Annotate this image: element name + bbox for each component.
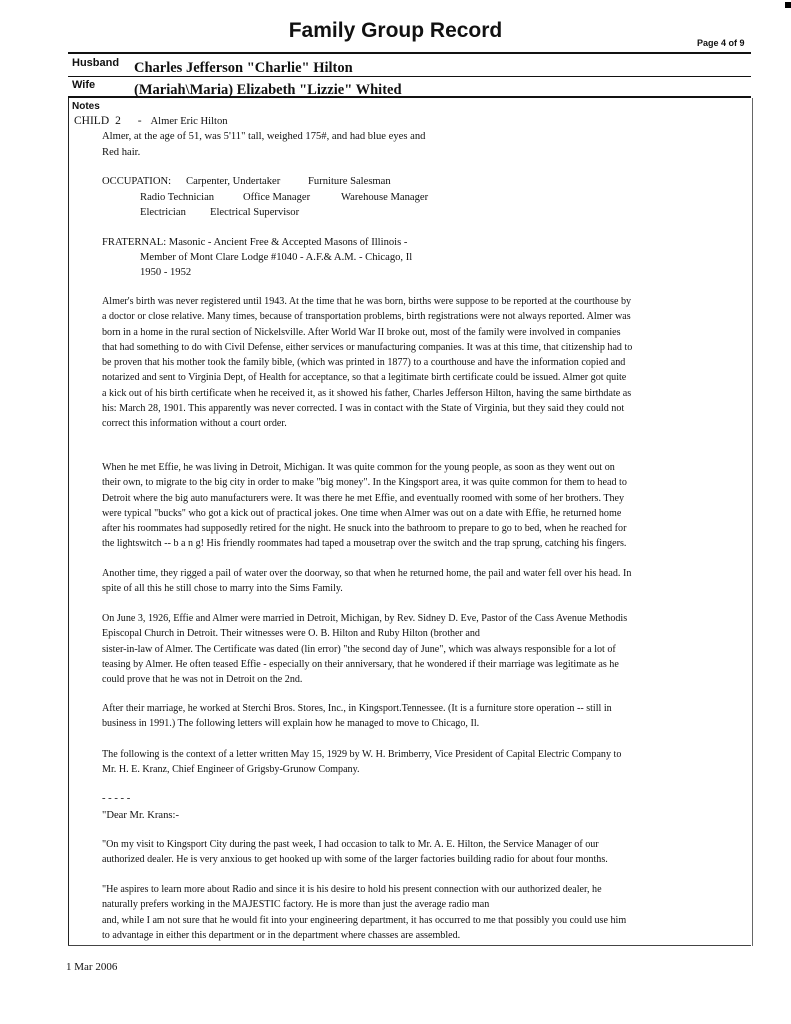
occupation-item: Carpenter, Undertaker — [186, 176, 281, 187]
paragraph-line: could prove that he was not in Detroit on the 2nd. — [102, 674, 303, 686]
paragraph-line: the lightswitch -- b a n g! His friendly roommates had taped a mousetrap over the switch and the trap sprung, catching his fingers. — [102, 538, 627, 550]
occupation-item: Electrical Supervisor — [210, 207, 300, 218]
paragraph-line: be proven that his mother took the family bible, (which was printed in 1877) to a courthouse and have the information copied and — [102, 357, 626, 369]
paragraph-line: were typical "bucks" who got a kick out of practical jokes. One time when Almer was out on a date with Effie, he returned home — [102, 507, 622, 519]
letter-separator: - - - - - — [102, 793, 131, 804]
paragraph-line: spite of all this he still chose to marry into the Sims Family. — [102, 583, 343, 595]
paragraph-line: correct this information without a court order. — [102, 418, 287, 430]
paragraph-line: their own, to migrate to the big city in order to make "big money". In the Kingsport area, it was quite common for them to head to — [102, 477, 627, 489]
paragraph-line: a doctor or close relative. Many times, because of transportation problems, birth registrations were not always reported. Almer was — [102, 311, 631, 323]
description-line: Almer, at the age of 51, was 5'11" tall, weighed 175#, and had blue eyes and — [102, 131, 426, 142]
wife-name: (Mariah\Maria) Elizabeth "Lizzie" Whited — [134, 82, 402, 98]
page-number: Page 4 of 9 — [697, 38, 745, 48]
occupation-item: Radio Technician — [140, 192, 215, 203]
paragraph-line: Almer's birth was never registered until 1943. At the time that he was born, births were suppose to be reported at the courthouse by — [102, 296, 632, 307]
paragraph-line: "He aspires to learn more about Radio and since it is his desire to hold his present connection with our authorized dealer, he — [102, 884, 602, 895]
paragraph-line: Mr. H. E. Kranz, Chief Engineer of Grigsby-Grunow Company. — [102, 764, 360, 776]
paragraph-line: Episcopal Church in Detroit. Their witnesses were O. B. Hilton and Ruby Hilton (brother and — [102, 628, 480, 640]
page-title: Family Group Record — [288, 19, 503, 42]
pail-paragraph — [102, 566, 631, 597]
notes-label: Notes — [72, 101, 100, 112]
aspires-paragraph — [102, 882, 626, 943]
description-line: Red hair. — [102, 147, 141, 158]
marriage-paragraph — [102, 611, 627, 687]
child-heading — [74, 115, 234, 127]
paragraph-line: On June 3, 1926, Effie and Almer were married in Detroit, Michigan, by Rev. Sidney D. Eve, Pastor of the Cass Avenue Methodis — [102, 613, 628, 624]
paragraph-line: that had something to do with Civil Defense, either services or manufacturing companies. It was at this time, that citizenship had to — [102, 341, 633, 353]
paragraph-line: After their marriage, he worked at Sterchi Bros. Stores, Inc., in Kingsport.Tennessee. (It is a furniture store operation -- still in — [102, 703, 612, 714]
paragraph-line: sister-in-law of Almer. The Certificate was dated (lin error) "the second day of June", which was always responsible for a lot of — [102, 643, 616, 655]
paragraph-line: The following is the context of a letter written May 15, 1929 by W. H. Brimberry, Vice President of Capital Electric Company to — [102, 749, 622, 760]
effie-paragraph — [102, 460, 627, 552]
sterchi-paragraph — [102, 701, 612, 732]
occupation-item: Warehouse Manager — [341, 192, 429, 203]
paragraph-line: Another time, they rigged a pail of water over the doorway, so that when he returned home, the pail and water fell over his head. In — [102, 568, 632, 579]
occupation-item: Office Manager — [243, 192, 311, 203]
wife-label: Wife — [72, 79, 96, 91]
child-label: CHILD — [74, 115, 110, 127]
paragraph-line: a kick out of his birth certificate when he received it, as it showed his father, Charles Jefferson Hilton, having the same birthdate as — [102, 387, 632, 399]
paragraph-line: after his roommates had supposedly retired for the night. He snuck into the bathroom to prepare to go to bed, when he reached for — [102, 523, 627, 535]
paragraph-line: and, while I am not sure that he would fit into your engineering department, it has occurred to me that possibly you could use him — [102, 914, 627, 926]
header-rule — [68, 52, 751, 54]
paragraph-line: naturally prefers working in the MAJESTIC factory. He is more than just the average radio man — [102, 899, 490, 911]
context-paragraph — [102, 747, 621, 778]
paragraph-line: teasing by Almer. He often teased Effie - especially on their anniversary, that he wondered if their marriage was legitimate as he — [102, 658, 619, 670]
occupation-item: Furniture Salesman — [308, 176, 391, 187]
husband-name: Charles Jefferson "Charlie" Hilton — [134, 60, 353, 76]
paragraph-line: his: March 28, 1901. This apparently was never corrected. I was in contact with the State of Virginia, but they said they could not — [102, 403, 625, 415]
paragraph-line: authorized dealer. He is very anxious to get hooked up with some of the larger factories building radio for about four months. — [102, 854, 608, 866]
footer-date: 1 Mar 2006 — [66, 961, 118, 973]
child-number: 2 — [115, 115, 121, 127]
birth-paragraph — [102, 294, 632, 432]
fraternal-line: FRATERNAL: Masonic - Ancient Free & Accepted Masons of Illinois - — [102, 237, 408, 248]
occupation-label: OCCUPATION: — [102, 176, 172, 187]
husband-label: Husband — [72, 57, 120, 69]
child-dash: - — [137, 115, 142, 127]
paragraph-line: "On my visit to Kingsport City during the past week, I had occasion to talk to Mr. A. E. Hilton, the Service Manager of our — [102, 839, 599, 850]
child-name: Almer Eric Hilton — [150, 116, 228, 127]
occupation-item: Electrician — [140, 207, 186, 218]
visit-paragraph — [102, 837, 608, 868]
paragraph-line: notarized and sent to Virginia Dept, of Health for acceptance, so that a legitimate birth certificate could be issued. Almer got quite — [102, 372, 627, 384]
paragraph-line: When he met Effie, he was living in Detroit, Michigan. It was quite common for the young people, as soon as they went out on — [102, 462, 615, 473]
paragraph-line: business in 1991.) The following letters will explain how he managed to move to Chicago, Il. — [102, 718, 480, 730]
scan-mark — [785, 2, 791, 8]
notes-bottom-rule — [68, 945, 751, 946]
paragraph-line: to advantage in either this department or in the department where chasses are assembled. — [102, 929, 461, 941]
paragraph-line: Detroit where the big auto manufacturers were. It was there he met Effie, and eventually roomed with some of her brothers. They — [102, 492, 625, 504]
fraternal-line: 1950 - 1952 — [140, 267, 192, 278]
fraternal-line: Member of Mont Clare Lodge #1040 - A.F.& A.M. - Chicago, Il — [140, 252, 413, 263]
letter-salutation: "Dear Mr. Krans:- — [102, 810, 179, 821]
paragraph-line: born in a home in the rural section of Nickelsville. After World War II broke out, most of the family were involved in companies — [102, 326, 621, 338]
